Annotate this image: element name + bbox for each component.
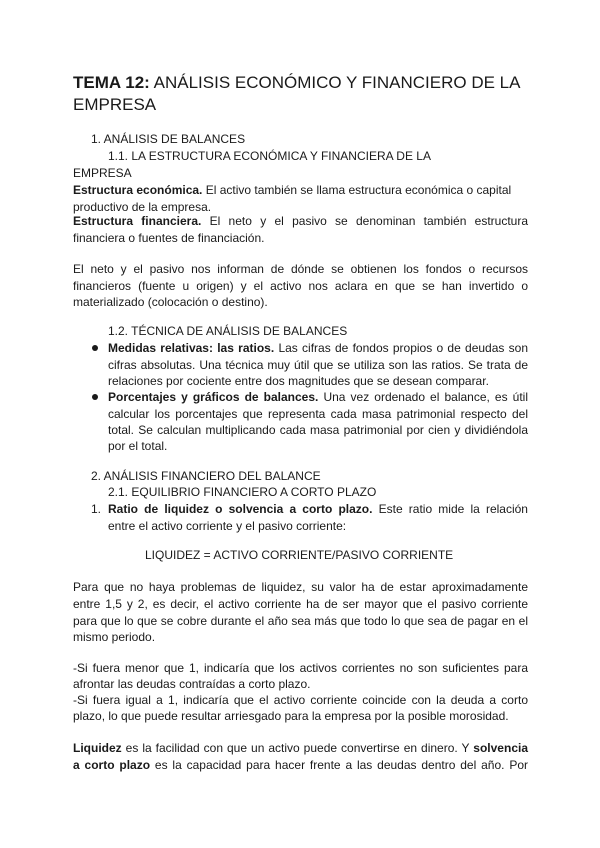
page-title-line2: EMPRESA bbox=[73, 95, 157, 114]
bullet-1-line3: relaciones por cociente entre dos magnitudes que se desean comparar. bbox=[108, 374, 489, 388]
estructura-financiera-text: El neto y el pasivo se denominan también estructura bbox=[209, 214, 528, 228]
paragraph-neto-pasivo-l2: financieros (fuente u origen) y el activo nos aclara en que se han invertido o bbox=[73, 279, 528, 293]
subsection-1-2-heading: 1.2. TÉCNICA DE ANÁLISIS DE BALANCES bbox=[108, 324, 348, 338]
item-1-term: Ratio de liquidez o solvencia a corto plazo. bbox=[108, 502, 373, 516]
bullet-2-line4: por el total. bbox=[108, 439, 168, 453]
bullet-dot bbox=[92, 345, 98, 351]
section-2-heading: 2. ANÁLISIS FINANCIERO DEL BALANCE bbox=[91, 469, 321, 483]
paragraph-neto-pasivo-l1: El neto y el pasivo nos informan de dónde se obtienen los fondos o recursos bbox=[73, 262, 528, 276]
bullet-2-text: Una vez ordenado el balance, es útil bbox=[323, 390, 528, 404]
estructura-economica-line1 bbox=[73, 181, 511, 199]
bullet-dot bbox=[92, 394, 98, 400]
liquidez-term: Liquidez bbox=[73, 741, 122, 755]
formula-liquidez: LIQUIDEZ = ACTIVO CORRIENTE/PASIVO CORRIENTE bbox=[145, 548, 454, 562]
paragraph-liquidez-l4: mismo periodo. bbox=[73, 630, 156, 644]
solvencia-term: solvencia bbox=[473, 741, 528, 755]
estructura-financiera-line2: financiera o fuentes de financiación. bbox=[73, 231, 265, 245]
subsection-1-1-heading: 1.1. LA ESTRUCTURA ECONÓMICA Y FINANCIERA DE LA bbox=[108, 149, 431, 163]
item-1-line2: entre el activo corriente y el pasivo corriente: bbox=[108, 519, 347, 533]
bullet-1-line2: cifras absolutas. Una técnica muy útil que se utiliza son las ratios. Se trata de bbox=[108, 358, 528, 372]
bullet-1-term: Medidas relativas: las ratios. bbox=[108, 341, 275, 355]
subsection-1-1-heading-cont: EMPRESA bbox=[73, 166, 132, 180]
section-1-heading: 1. ANÁLISIS DE BALANCES bbox=[91, 132, 246, 146]
title-line1: ANÁLISIS ECONÓMICO Y FINANCIERO DE LA bbox=[153, 73, 521, 92]
estructura-financiera-term: Estructura financiera. bbox=[73, 214, 202, 228]
bullet-2-line1 bbox=[108, 388, 528, 406]
estructura-economica-text: El activo también se llama estructura económica o capital bbox=[205, 183, 512, 197]
paragraph-igual-l2: plazo, lo que puede resultar arriesgado para la empresa por la posible morosidad. bbox=[73, 709, 509, 723]
bullet-2-line2: calcular los porcentajes que representa cada masa patrimonial respecto del bbox=[108, 407, 528, 421]
paragraph-neto-pasivo-l3: materializado (colocación o destino). bbox=[73, 295, 268, 309]
item-1-number: 1. bbox=[91, 502, 102, 516]
bullet-2-term: Porcentajes y gráficos de balances. bbox=[108, 390, 319, 404]
item-1-line1 bbox=[108, 500, 528, 518]
paragraph-definicion-l1 bbox=[73, 739, 528, 757]
item-1-text: Este ratio mide la relación bbox=[378, 502, 528, 516]
corto-plazo-term: a corto plazo bbox=[73, 758, 151, 772]
paragraph-liquidez-l3: para que lo que se cobre durante el año sea más que todo lo que sea de pagar en el bbox=[73, 614, 528, 628]
bullet-1-line1 bbox=[108, 339, 528, 357]
paragraph-liquidez-l1: Para que no haya problemas de liquidez, su valor ha de estar aproximadamente bbox=[73, 580, 528, 594]
paragraph-definicion-l2 bbox=[73, 756, 528, 774]
solvencia-definition: es la capacidad para hacer frente a las deudas dentro del año. Por bbox=[154, 758, 528, 772]
paragraph-menor-l2: afrontar las deudas contraídas a corto plazo. bbox=[73, 677, 311, 691]
paragraph-menor-l1: -Si fuera menor que 1, indicaría que los activos corrientes no son suficientes para bbox=[73, 661, 528, 675]
liquidez-definition: es la facilidad con que un activo puede convertirse en dinero. Y bbox=[125, 741, 470, 755]
estructura-financiera-line1 bbox=[73, 212, 528, 230]
estructura-economica-term: Estructura económica. bbox=[73, 183, 203, 197]
estructura-economica-line2: productivo de la empresa. bbox=[73, 200, 212, 214]
page-title bbox=[73, 72, 520, 94]
bullet-2-line3: total. Se calculan multiplicando cada masa patrimonial por cien y dividiéndola bbox=[108, 423, 528, 437]
paragraph-liquidez-l2: entre 1,5 y 2, es decir, el activo corriente ha de ser mayor que el pasivo corriente bbox=[73, 597, 528, 611]
bullet-1-text: Las cifras de fondos propios o de deudas son bbox=[278, 341, 529, 355]
paragraph-igual-l1: -Si fuera igual a 1, indicaría que el activo corriente coincide con la deuda a corto bbox=[73, 693, 528, 707]
subsection-2-1-heading: 2.1. EQUILIBRIO FINANCIERO A CORTO PLAZO bbox=[108, 485, 377, 499]
title-bold: TEMA 12: bbox=[73, 73, 150, 92]
